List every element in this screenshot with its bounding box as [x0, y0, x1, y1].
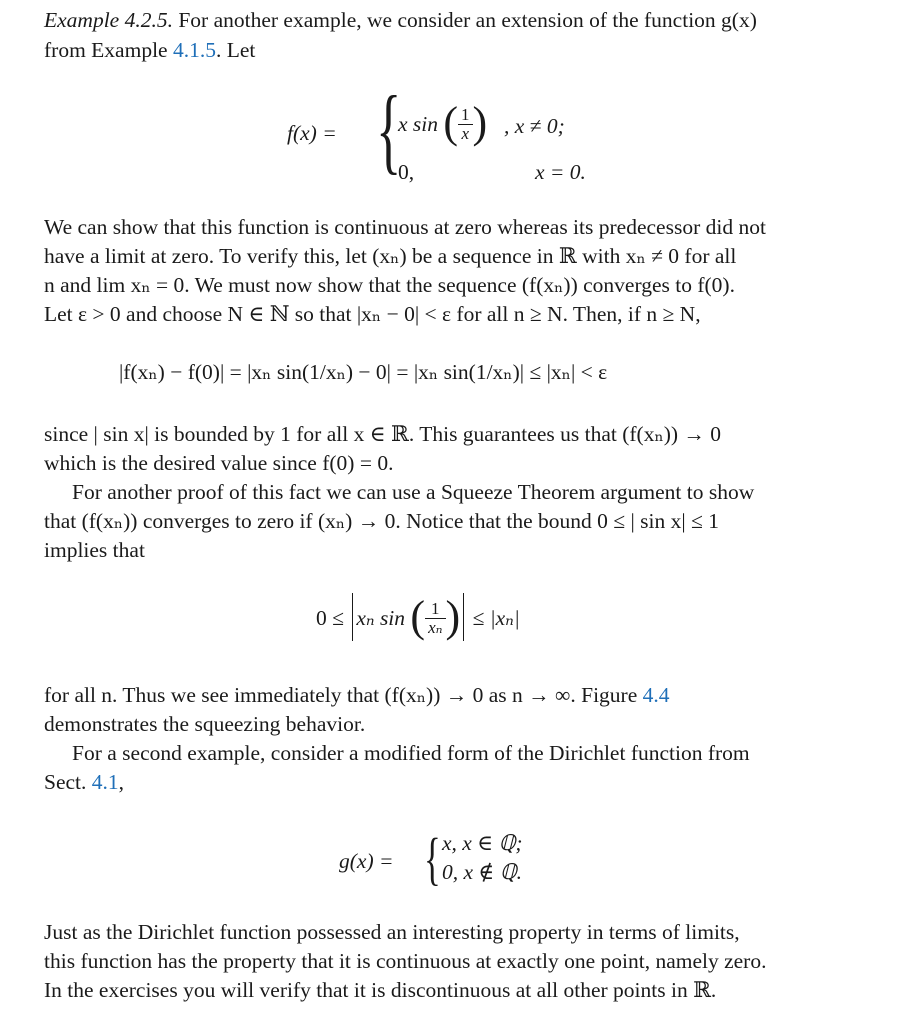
text-line: Just as the Dirichlet function possessed an interesting property in terms of limits, [44, 920, 740, 944]
eq3-paren-close: ) [445, 592, 461, 641]
paragraph-example-heading [44, 6, 757, 35]
link-section-4-1[interactable]: 4.1 [91, 770, 119, 794]
link-figure-4-4[interactable]: 4.4 [642, 683, 670, 707]
eq1-case1-condition: , x ≠ 0; [504, 114, 565, 138]
eq1-lhs: f(x) = [287, 121, 337, 145]
text-line: demonstrates the squeezing behavior. [44, 712, 366, 736]
eq1-case1 [398, 98, 488, 148]
text-line: since | sin x| is bounded by 1 for all x ∈ ℝ. This guarantees us that (f(xₙ)) → 0 [44, 422, 722, 446]
eq3-abs-bar-left [352, 593, 353, 641]
eq1-frac-num: 1 [458, 106, 473, 125]
text-line: For another proof of this fact we can use a Squeeze Theorem argument to show [72, 480, 755, 504]
eq3-frac-den: xₙ [428, 617, 443, 637]
eq4-brace: { [424, 826, 441, 891]
text-line: For a second example, consider a modified form of the Dirichlet function from [72, 741, 750, 765]
paragraph-example-line2 [44, 36, 255, 65]
example-intro-text: For another example, we consider an extension of the function g(x) [178, 8, 757, 32]
eq3-fraction [425, 600, 445, 637]
eq3-left: 0 ≤ [316, 605, 344, 630]
eq4-lhs: g(x) = [339, 849, 394, 873]
eq1-paren-close: ) [472, 98, 488, 147]
text-line [44, 768, 124, 797]
text-fragment: . Let [215, 38, 256, 62]
text-fragment: for all n. Thus we see immediately that (f(xₙ)) → 0 as n → ∞. Figure [44, 683, 643, 707]
eq3-abs-bar-right [463, 593, 464, 641]
eq1-fraction [458, 106, 473, 143]
eq1-case2-value: 0, [398, 160, 415, 184]
text-fragment: , [118, 770, 125, 794]
eq1-case2-condition: x = 0. [535, 160, 586, 184]
text-line [44, 681, 670, 710]
text-line: implies that [44, 538, 145, 562]
text-fragment: from Example [44, 38, 173, 62]
text-line: this function has the property that it is continuous at exactly one point, namely zero. [44, 949, 767, 973]
text-line: that (f(xₙ)) converges to zero if (xₙ) → 0. Notice that the bound 0 ≤ | sin x| ≤ 1 [44, 509, 719, 533]
eq4-case2: 0, x ∉ ℚ. [442, 860, 523, 884]
text-line: Let ε > 0 and choose N ∈ ℕ so that |xₙ − 0| < ε for all n ≥ N. Then, if n ≥ N, [44, 302, 701, 326]
example-label: Example 4.2.5. [44, 8, 173, 32]
text-fragment: Sect. [44, 770, 92, 794]
eq3-inner-expr: xₙ sin [356, 605, 406, 630]
text-line: In the exercises you will verify that it is discontinuous at all other points in ℝ. [44, 978, 717, 1002]
link-example-4-1-5[interactable]: 4.1.5 [172, 38, 216, 62]
equation-inequality-chain: |f(xₙ) − f(0)| = |xₙ sin(1/xₙ) − 0| = |xₙ sin(1/xₙ)| ≤ |xₙ| < ε [119, 360, 608, 384]
eq1-brace: { [376, 76, 402, 183]
eq1-paren-open: ( [443, 98, 459, 147]
text-line: We can show that this function is continuous at zero whereas its predecessor did not [44, 215, 766, 239]
text-line: n and lim xₙ = 0. We must now show that the sequence (f(xₙ)) converges to f(0). [44, 273, 735, 297]
text-line: have a limit at zero. To verify this, let (xₙ) be a sequence in ℝ with xₙ ≠ 0 for all [44, 244, 737, 268]
eq4-case1: x, x ∈ ℚ; [442, 831, 523, 855]
eq3-frac-num: 1 [425, 600, 445, 619]
text-line: which is the desired value since f(0) = 0. [44, 451, 394, 475]
eq3-right: ≤ |xₙ| [472, 605, 520, 630]
equation-squeeze-bound [316, 592, 520, 644]
eq1-frac-den: x [461, 123, 470, 143]
eq3-paren-open: ( [410, 592, 426, 641]
eq1-case1-expr: x sin [398, 111, 439, 136]
